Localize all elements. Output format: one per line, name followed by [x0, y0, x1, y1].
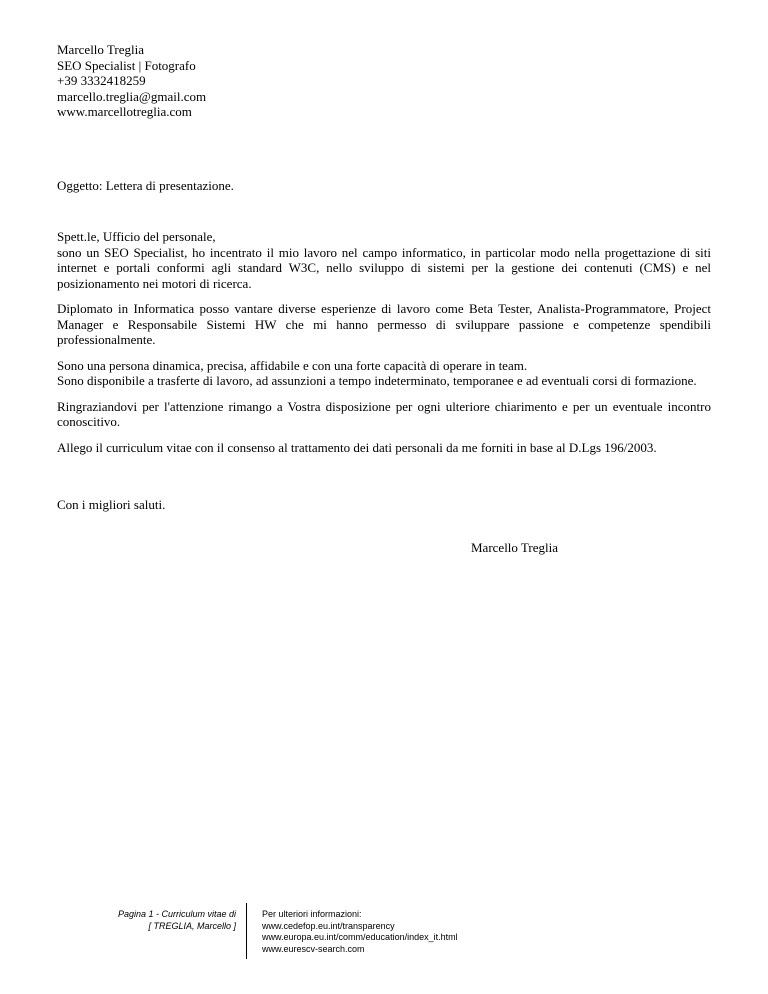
letter-body [57, 229, 711, 465]
footer-page-line1: Pagina 1 - Curriculum vitae di [117, 909, 236, 919]
letter-subject: Oggetto: Lettera di presentazione. [57, 178, 234, 193]
footer-link-europa[interactable]: www.europa.eu.int/comm/education/index_it.html [262, 932, 458, 942]
profile-line: Sono una persona dinamica, precisa, affidabile e con una forte capacità di operare in team. [57, 357, 528, 373]
footer-divider [246, 903, 247, 959]
footer-page-label [100, 908, 236, 932]
closing-line: Con i migliori saluti. [57, 497, 166, 512]
sender-role: SEO Specialist | Fotografo [57, 57, 196, 73]
footer-info [262, 909, 458, 955]
footer-info-title: Per ulteriori informazioni: [262, 909, 362, 919]
footer-link-eurescv[interactable]: www.eurescv-search.com [262, 943, 365, 954]
sender-email: marcello.treglia@gmail.com [57, 88, 207, 104]
sender-block [57, 42, 206, 120]
paragraph-attachment: Allego il curriculum vitae con il consenso al trattamento dei dati personali da me forniti in base al D.Lgs 196/2003. [57, 439, 657, 455]
footer-page-line2: [ TREGLIA, Marcello ] [148, 921, 236, 931]
sender-website: www.marcellotreglia.com [57, 104, 192, 119]
availability-text: Sono disponibile a trasferte di lavoro, ad assunzioni a tempo indeterminato, temporanee e ad eventuali corsi di formazione. [57, 373, 697, 388]
paragraph-experience: Diplomato in Informatica posso vantare diverse esperienze di lavoro come Beta Tester, Analista-Programmatore, Project Manager e Responsabile Sistemi HW che mi hanno permesso di sviluppare passione e competenze spendibili professionalmente. [57, 301, 711, 347]
sender-name: Marcello Treglia [57, 42, 145, 57]
paragraph-greeting [57, 229, 711, 291]
paragraph-thanks: Ringraziandovi per l'attenzione rimango a Vostra disposizione per ogni ulteriore chiarimento e per un eventuale incontro conoscitivo. [57, 398, 711, 429]
footer-link-cedefop[interactable]: www.cedefop.eu.int/transparency [262, 920, 395, 931]
paragraph-profile [57, 358, 711, 389]
greeting-line: Spett.le, Ufficio del personale, [57, 229, 216, 244]
signature: Marcello Treglia [471, 540, 559, 555]
sender-phone: +39 3332418259 [57, 73, 146, 88]
intro-text: sono un SEO Specialist, ho incentrato il mio lavoro nel campo informatico, in particolar modo nella progettazione di siti internet e portali conformi agli standard W3C, nello sviluppo di sistemi per la gestione dei contenuti (CMS) e nel posizionamento nei motori di ricerca. [57, 244, 711, 291]
